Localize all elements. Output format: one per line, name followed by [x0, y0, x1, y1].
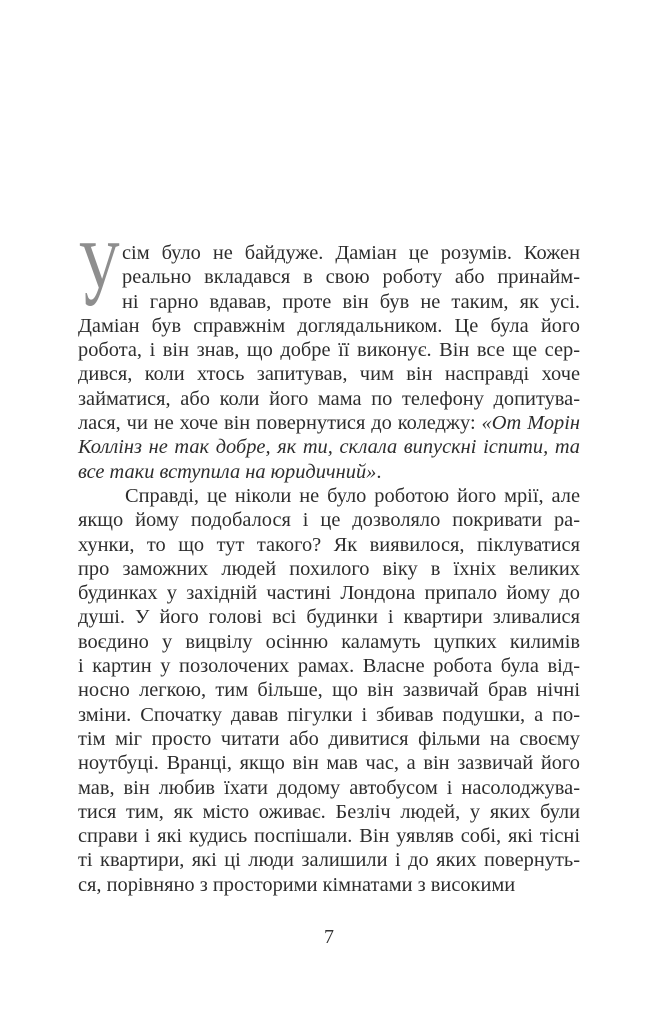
text-line [78, 435, 580, 459]
text-segment: ні гарно вдавав, проте він був не таким, як усі. [122, 290, 580, 313]
text-line [78, 241, 580, 265]
text-line [78, 751, 580, 775]
text-segment: і картин у позолочених рамах. Власне робота була від- [78, 655, 580, 678]
text-line [78, 314, 580, 338]
text-segment: зміни. Спочатку давав пігулки і збивав подушки, а по- [78, 703, 580, 726]
text-line [78, 387, 580, 411]
text-line [78, 873, 580, 897]
text-line [78, 460, 580, 484]
text-line [78, 533, 580, 557]
text-line [78, 362, 580, 386]
text-line [78, 508, 580, 532]
text-line [78, 703, 580, 727]
text-line [78, 654, 580, 678]
text-line [78, 824, 580, 848]
text-line [78, 557, 580, 581]
text-line [78, 411, 580, 435]
text-segment: ся, порівняно з просторими кімнатами з високими [78, 873, 516, 896]
text-segment: хунки, то що тут такого? Як виявилося, піклуватися [78, 533, 580, 556]
text-line [78, 338, 580, 362]
text-segment: ті квартири, які ці люди залишили і до яких повернуть- [78, 849, 580, 872]
text-segment: Даміан був справжнім доглядальником. Це була його [78, 314, 580, 337]
text-block [78, 222, 580, 897]
text-segment: справи і які кудись поспішали. Він уявляв собі, які тісні [78, 825, 580, 848]
text-segment: тім міг просто читати або дивитися фільми на своєму [78, 727, 580, 750]
text-segment: займатися, або коли його мама по телефону допитува- [78, 387, 580, 410]
text-line [78, 800, 580, 824]
text-segment: ноутбуці. Вранці, якщо він мав час, а він зазвичай його [78, 752, 580, 775]
text-line [78, 630, 580, 654]
paragraph [78, 222, 580, 484]
text-line [78, 290, 580, 314]
text-line [78, 727, 580, 751]
text-segment: якщо йому подобалося і це дозволяло покривати ра- [78, 509, 580, 532]
text-segment: про заможних людей похилого віку в їхніх великих [78, 557, 580, 580]
text-segment: сім було не байдуже. Даміан це розумів. Кожен [122, 242, 580, 264]
italic-text-segment: все таки вступила на юридичний» [78, 460, 377, 483]
drop-cap: У [78, 222, 120, 326]
text-segment: воєдино у вицвілу осінню каламуть цупких килимів [78, 630, 580, 653]
text-segment: . [376, 460, 382, 483]
text-segment: дився, коли хтось запитував, чим він насправді хоче [78, 363, 580, 386]
text-segment: тися тим, як місто оживає. Безліч людей, у яких були [78, 800, 580, 823]
text-segment: душі. У його голові всі будинки і квартири зливалися [78, 606, 580, 629]
text-line [78, 605, 580, 629]
text-line [78, 265, 580, 289]
text-segment: будинках у західній частині Лондона припало йому до [78, 582, 580, 605]
text-line [78, 484, 580, 508]
italic-text-segment: Коллінз не так добре, як ти, склала випускні іспити, та [78, 436, 580, 459]
paragraph [78, 484, 580, 897]
text-segment: реально вкладався в свою роботу або принайм- [122, 266, 580, 289]
italic-text-segment: «От Морін [481, 412, 580, 435]
text-segment: робота, і він знав, що добре її виконує. Він все ще сер- [78, 339, 580, 362]
page-number: 7 [324, 926, 334, 948]
text-line [78, 678, 580, 702]
text-segment: мав, він любив їхати додому автобусом і насолоджува- [78, 776, 580, 799]
text-line [78, 581, 580, 605]
text-segment: лася, чи не хоче він повернутися до коледжу: [78, 412, 482, 435]
text-line [78, 848, 580, 872]
text-segment: носно легкою, тим більше, що він зазвичай брав нічні [78, 679, 580, 702]
text-segment: Справді, це ніколи не було роботою його мрії, але [125, 484, 580, 507]
text-line [78, 776, 580, 800]
